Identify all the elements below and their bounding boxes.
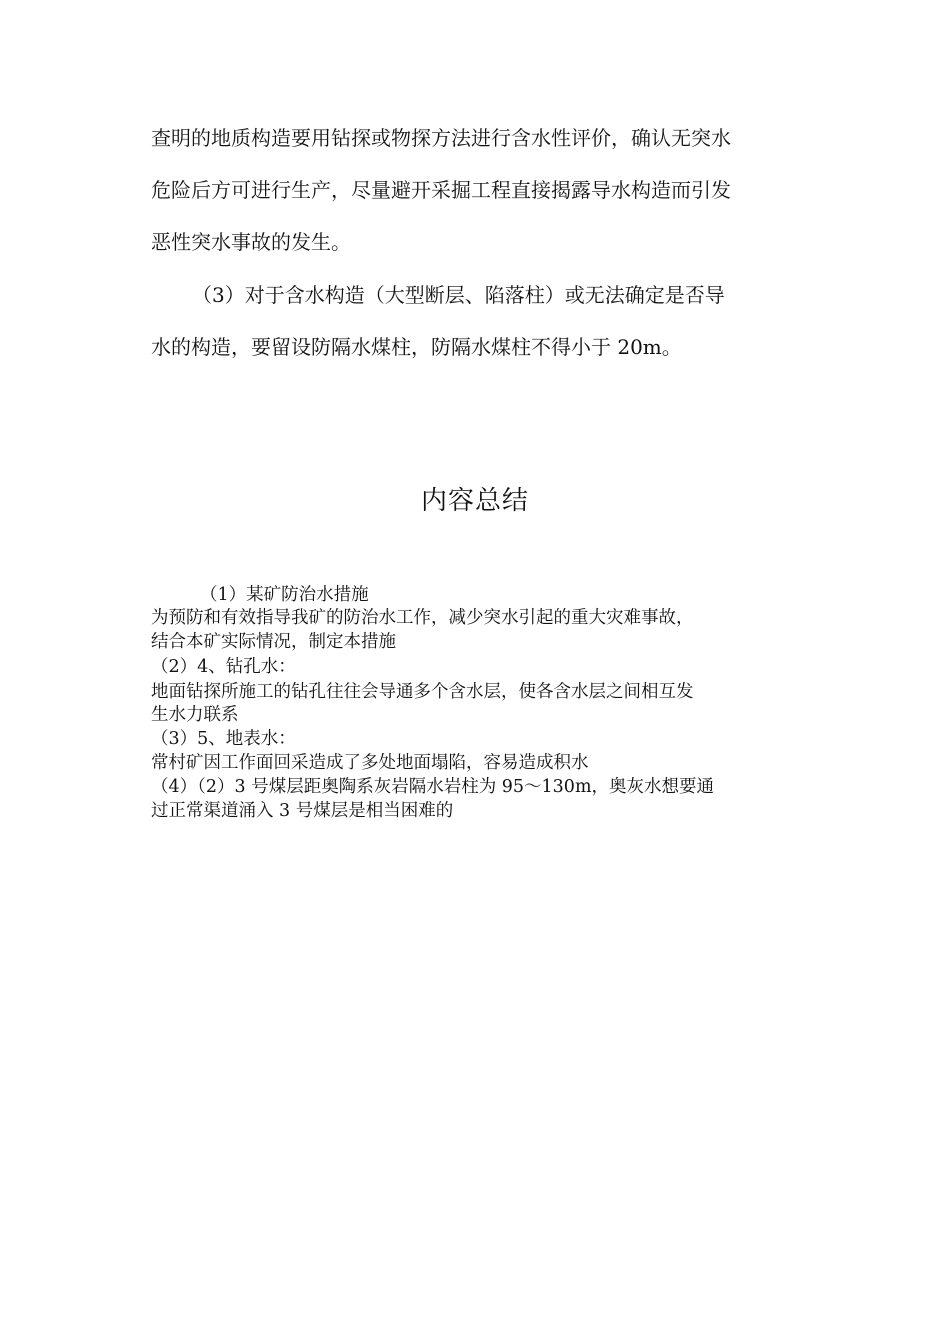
paragraph-line-1: 查明的地质构造要用钻探或物探方法进行含水性评价，确认无突水 [151,126,731,150]
summary-item-4-text: （4）（2）3 号煤层距奥陶系灰岩隔水岩柱为 95～130m，奥灰水想要通 [151,777,715,797]
summary-item-4-text-cont: 过正常渠道涌入 3 号煤层是相当困难的 [151,801,454,821]
summary-item-1-text: 为预防和有效指导我矿的防治水工作，减少突水引起的重大灾难事故， [151,608,694,628]
summary-item-1-text-cont: 结合本矿实际情况，制定本措施 [151,632,396,652]
summary-item-2-text-cont: 生水力联系 [151,705,239,725]
paragraph-line-5: 水的构造，要留设防隔水煤柱，防隔水煤柱不得小于 20m。 [151,335,682,359]
summary-item-3-text: 常村矿因工作面回采造成了多处地面塌陷，容易造成积水 [151,753,589,773]
summary-item-3-heading: （3）5、地表水： [151,729,296,749]
summary-item-2-heading: （2）4、钻孔水： [151,657,296,677]
paragraph-line-3: 恶性突水事故的发生。 [151,230,351,254]
summary-item-2-text: 地面钻探所施工的钻孔往往会导通多个含水层，使各含水层之间相互发 [151,682,694,702]
summary-item-1-heading: （1）某矿防治水措施 [200,585,369,605]
paragraph-line-4: （3）对于含水构造（大型断层、陷落柱）或无法确定是否导 [192,283,725,307]
summary-title: 内容总结 [420,486,529,516]
paragraph-line-2: 危险后方可进行生产，尽量避开采掘工程直接揭露导水构造而引发 [151,178,731,202]
